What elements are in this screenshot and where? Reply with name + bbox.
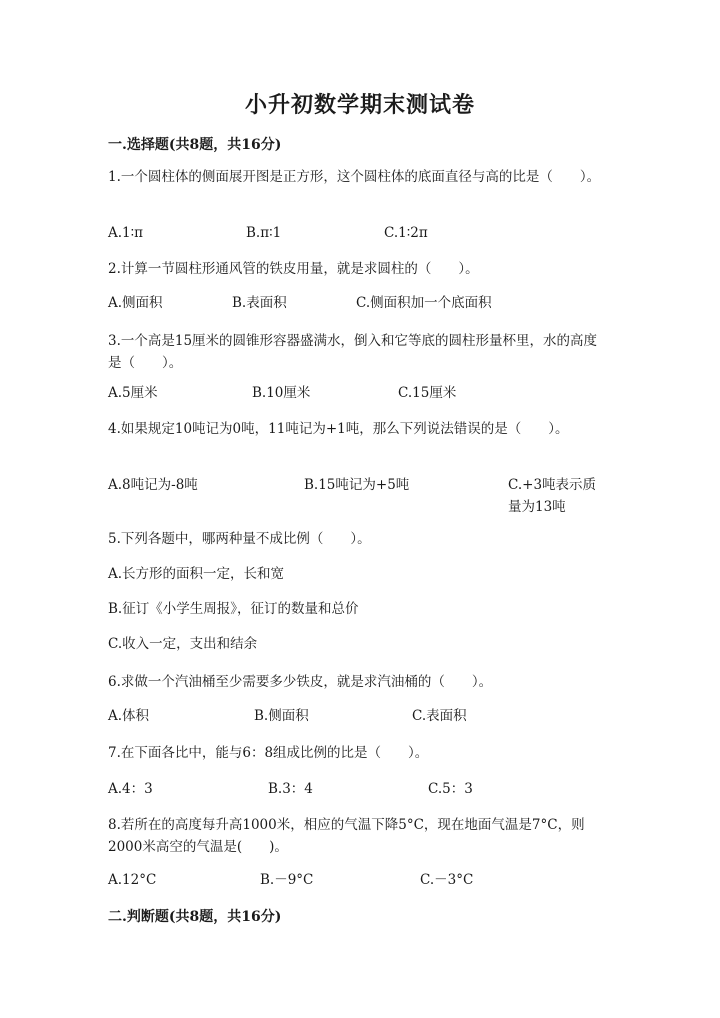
question-7: 7.在下面各比中，能与6：8组成比例的比是（ ）。 [108,745,429,761]
q2-option-c: C.侧面积加一个底面积 [356,295,492,311]
q8-option-a: A.12°C [108,872,157,888]
q3-option-b: B.10厘米 [252,385,311,401]
q6-option-b: B.侧面积 [254,708,309,724]
q3-option-a: A.5厘米 [108,385,158,401]
q6-option-c: C.表面积 [412,708,467,724]
question-2: 2.计算一节圆柱形通风管的铁皮用量，就是求圆柱的（ ）。 [108,261,479,277]
section-heading-choice: 一.选择题(共8题，共16分) [108,137,282,153]
q1-option-c: C.1∶2π [384,225,428,241]
q4-option-c: C.+3吨表示质量为13吨 [508,477,597,515]
q5-option-c: C.收入一定，支出和结余 [108,636,258,652]
q1-option-b: B.π∶1 [246,225,282,241]
section-heading-judgement: 二.判断题(共8题，共16分) [108,909,282,925]
q2-option-b: B.表面积 [232,295,287,311]
q8-option-b: B.－9°C [260,872,314,888]
question-5: 5.下列各题中，哪两种量不成比例（ ）。 [108,531,371,547]
q8-option-c: C.－3°C [420,872,474,888]
q2-option-a: A.侧面积 [108,295,163,311]
question-8: 8.若所在的高度每升高1000米，相应的气温下降5°C，现在地面气温是7°C，则2000米高空的气温是( )。 [108,817,585,855]
q7-option-b: B.3：4 [268,781,313,797]
question-6: 6.求做一个汽油桶至少需要多少铁皮，就是求汽油桶的（ ）。 [108,674,493,690]
page-title: 小升初数学期末测试卷 [244,92,475,118]
q6-option-a: A.体积 [108,708,150,724]
q5-option-a: A.长方形的面积一定，长和宽 [108,566,285,582]
question-4: 4.如果规定10吨记为0吨，11吨记为+1吨，那么下列说法错误的是（ ）。 [108,421,569,437]
q7-option-c: C.5：3 [428,781,473,797]
question-3: 3.一个高是15厘米的圆锥形容器盛满水，倒入和它等底的圆柱形量杯里，水的高度是（ ）。 [108,333,598,371]
q1-option-a: A.1∶π [108,225,144,241]
q4-option-b: B.15吨记为+5吨 [304,477,410,493]
q4-option-a: A.8吨记为-8吨 [108,477,198,493]
q5-option-b: B.征订《小学生周报》，征订的数量和总价 [108,601,359,617]
q3-option-c: C.15厘米 [398,385,457,401]
q7-option-a: A.4：3 [108,781,153,797]
question-1: 1.一个圆柱体的侧面展开图是正方形，这个圆柱体的底面直径与高的比是（ ）。 [108,169,601,185]
